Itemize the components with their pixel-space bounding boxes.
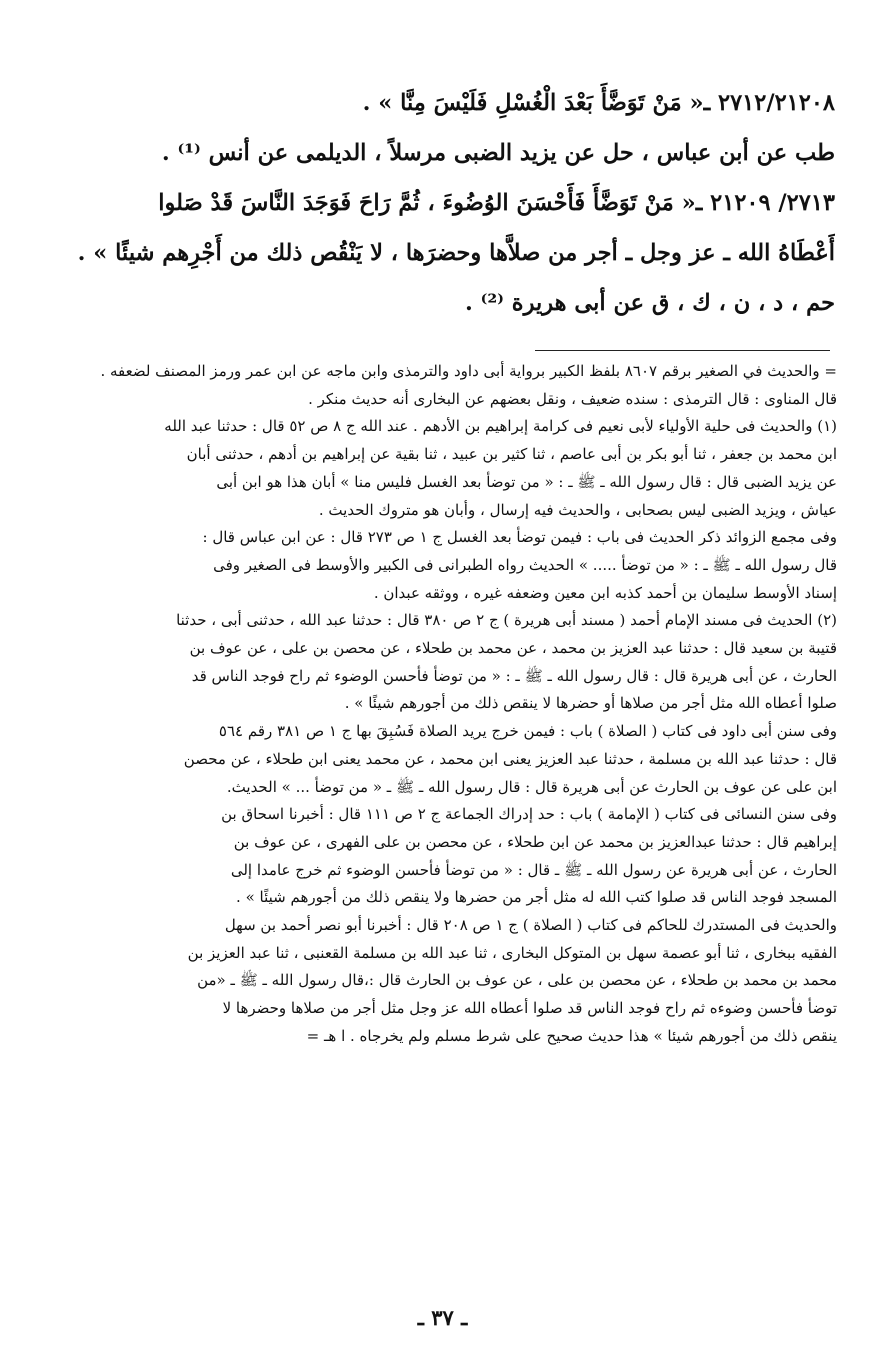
- footnote-line: صلوا أعطاه الله مثل أجر من صلاها أو حضرها لا ينقص ذلك من أجورهم شيئًا » .: [344, 694, 837, 713]
- footnote-line: قال المناوى : قال الترمذى : سنده ضعيف ، ونقل بعضهم عن البخارى أنه حديث منكر .: [308, 389, 837, 408]
- hadith-2712-line: ٢٧١٢/٢١٢٠٨ ـ« مَنْ تَوَضَّأَ بَعْدَ الْغُسْلِ فَلَيْسَ مِنَّا » .: [362, 90, 835, 116]
- footnote-line: ابن على عن عوف بن الحارث عن أبى هريرة قال : قال رسول الله ـ ﷺ ـ « من توضأ ... » الحديث.: [226, 777, 837, 796]
- footnote-line: والحديث فى المستدرك للحاكم فى كتاب ( الصلاة ) ج ١ ص ٢٠٨ قال : أخبرنا أبو نصر أحمد بن سهل: [224, 916, 837, 935]
- footnote-line: = والحديث في الصغير برقم ٨٦٠٧ بلفظ الكبير برواية أبى داود والترمذى وابن ماجه عن ابن عمر ورمز المصنف لضعفه .: [100, 362, 837, 380]
- footnotes-block: [40, 358, 837, 1051]
- hadith-2713-sources: حم ، د ، ن ، ك ، ق عن أبى هريرة ⁽²⁾ .: [465, 290, 835, 316]
- page-number: ـ ٣٧ ـ: [417, 1305, 468, 1330]
- footnote-line: قال : حدثنا عبد الله بن مسلمة ، حدثنا عبد العزيز يعنى ابن محمد ، عن محمد يعنى ابن طحلاء ، عن محصن: [183, 749, 837, 768]
- footnote-line: ينقص ذلك من أجورهم شيئا » هذا حديث صحيح على شرط مسلم ولم يخرجاه . ا هـ =: [306, 1026, 837, 1045]
- footnote-line: توضأ فأحسن وضوءه ثم راح فوجد الناس قد صلوا أعطاه الله عز وجل مثل أجر من صلاها وحضرها لا: [222, 999, 837, 1018]
- hadith-2712-sources: طب عن أبن عباس ، حل عن يزيد الضبى مرسلاً ، الديلمى عن أنس ⁽¹⁾ .: [161, 140, 835, 166]
- footnote-line: إسناد الأوسط سليمان بن أحمد كذبه ابن معين وضعفه غيره ، ووثقه عبدان .: [373, 583, 837, 602]
- footnote-line: قال رسول الله ـ ﷺ ـ : « من توضأ ..... » الحديث رواه الطبرانى فى الكبير والأوسط فى الصغير وفى: [213, 555, 837, 574]
- hadith-2713-line-1: ٢٧١٣/ ٢١٢٠٩ ـ« مَنْ تَوَضَّأَ فَأَحْسَنَ الوُضُوءَ ، ثُمَّ رَاحَ فَوَجَدَ النَّاسَ قَدْ صَلوا: [158, 190, 835, 216]
- footnote-line: وفى مجمع الزوائد ذكر الحديث فى باب : فيمن توضأ بعد الغسل ج ١ ص ٢٧٣ قال : عن ابن عباس قال :: [202, 528, 837, 547]
- footnote-line: ابن محمد بن جعفر ، ثنا أبو بكر بن أبى عاصم ، ثنا كثير بن عبيد ، ثنا بقية عن إبراهيم بن أدهم ، حدثنى أبان: [186, 445, 837, 464]
- footnote-line: (٢) الحديث فى مسند الإمام أحمد ( مسند أبى هريرة ) ج ٢ ص ٣٨٠ قال : حدثنا عبد الله ، حدثنى أبى ، حدثنا: [176, 611, 837, 630]
- footnote-line: الفقيه ببخارى ، ثنا أبو عصمة سهل بن المتوكل البخارى ، ثنا عبد الله بن مسلمة القعنبى ، ثنا عبد العزيز بن: [187, 943, 837, 962]
- footnote-line: عن يزيد الضبى قال : قال رسول الله ـ ﷺ ـ : « من توضأ بعد الغسل فليس منا » أبان هذا هو ابن أبى: [216, 472, 837, 491]
- footnote-line: وفى سنن النسائى فى كتاب ( الإمامة ) باب : حد إدراك الجماعة ج ٢ ص ١١١ قال : أخبرنا اسحاق بن: [221, 805, 837, 824]
- footnote-line: وفى سنن أبى داود فى كتاب ( الصلاة ) باب : فيمن خرج يريد الصلاة فَسُبِقَ بها ج ١ ص ٣٨١ رقم ٥٦٤: [218, 722, 837, 741]
- footnote-line: الحارث ، عن أبى هريرة عن رسول الله ـ ﷺ ـ قال : « من توضأ فأحسن الوضوء ثم خرج عامدا إلى: [230, 860, 837, 879]
- hadith-2713-line-2: أَعْطَاهُ الله ـ عز وجل ـ أجر من صلاَّها وحضرَها ، لا يَنْقُص ذلك من أَجْرِهم شيئًا » .: [77, 240, 835, 266]
- footnote-line: محمد بن محمد بن طحلاء ، عن محصن بن على ، عن عوف بن الحارث قال :،قال رسول الله ـ ﷺ ـ «من: [197, 971, 837, 990]
- footnote-line: إبراهيم قال : حدثنا عبدالعزيز بن محمد عن ابن طحلاء ، عن محصن بن على الفهرى ، عن عوف بن: [233, 832, 837, 851]
- footnote-line: قتيبة بن سعيد قال : حدثنا عبد العزيز بن محمد ، عن محمد بن طحلاء ، عن محصن بن على ، عن عوف بن: [189, 639, 837, 658]
- footnote-divider: [535, 350, 830, 351]
- footnote-line: (١) والحديث فى حلية الأولياء لأبى نعيم فى كرامة إبراهيم بن الأدهم . عند الله ج ٨ ص ٥٢ قال : حدثنا عبد الله: [164, 417, 837, 436]
- footnote-line: المسجد فوجد الناس قد صلوا كتب الله له مثل أجر من حضرها ولا ينقص ذلك من أجورهم شيئًا » .: [236, 888, 837, 907]
- footnote-line: عياش ، ويزيد الضبى ليس بصحابى ، والحديث فيه إرسال ، وأبان هو متروك الحديث .: [318, 500, 837, 519]
- footnote-line: الحارث ، عن أبى هريرة قال : قال رسول الله ـ ﷺ ـ : « من توضأ فأحسن الوضوء ثم راح فوجد الناس قد: [191, 666, 837, 685]
- main-text-block: [60, 78, 835, 328]
